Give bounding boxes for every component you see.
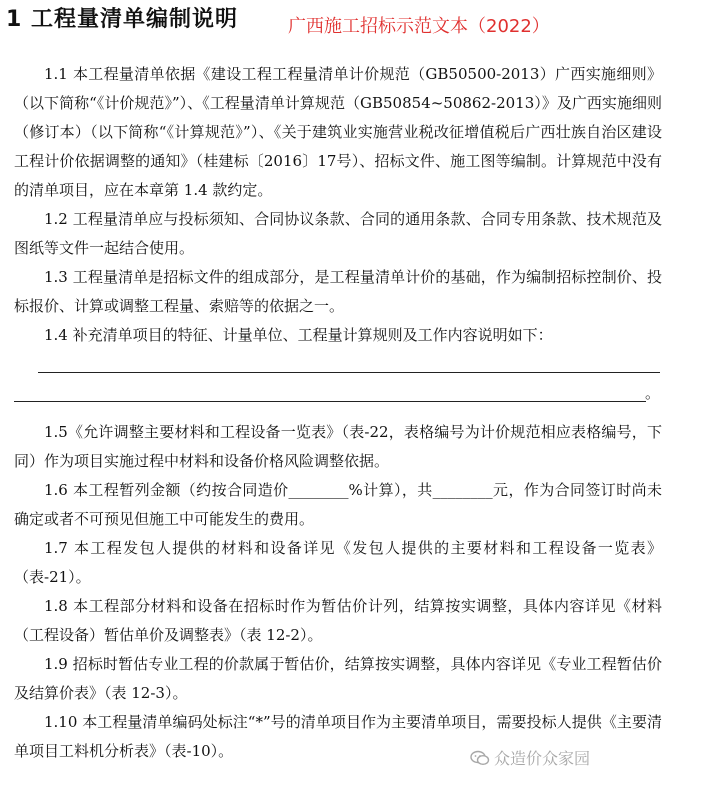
watermark-text: 众造价众家园 <box>494 749 591 768</box>
underline-rule <box>38 372 660 373</box>
wechat-logo-icon <box>470 750 490 766</box>
clause-1-8: 1.8 本工程部分材料和设备在招标时作为暂估价计列，结算按实调整，具体内容详见《材料（工程设备）暂估单价及调整表》（表 12-2）。 <box>14 597 662 644</box>
line-end-period: 。 <box>644 384 660 402</box>
fill-in-line-1 <box>14 350 662 379</box>
clause-1-4: 1.4 补充清单项目的特征、计量单位、工程量计算规则及工作内容说明如下： <box>44 326 553 344</box>
section-title: 1 工程量清单编制说明 <box>6 7 238 32</box>
clause-1-1: 1.1 本工程量清单依据《建设工程工程量清单计价规范（GB50500-2013）广西实施细则》（以下简称“《计价规范》”）、《工程量清单计算规范（GB50854~50862-2013）》及广西实施细则（修订本）（以下简称“《计算规范》”）、《关于建筑业实施营业税改征增值税后广西壮族自治区建设工程计价依据调整的通知》（桂建标〔2016〕17号）、招标文件、施工图等编制。计算规范中没有的清单项目，应在本章第 1.4 款约定。 <box>14 65 662 199</box>
document-subtitle: 广西施工招标示范文本（2022） <box>288 16 550 37</box>
underline-rule <box>14 401 646 402</box>
clause-1-2: 1.2 工程量清单应与投标须知、合同协议条款、合同的通用条款、合同专用条款、技术规范及图纸等文件一起结合使用。 <box>14 210 662 257</box>
fill-in-line-2 <box>14 379 662 408</box>
clause-1-10: 1.10 本工程量清单编码处标注“*”号的清单项目作为主要清单项目，需要投标人提供《主要清单项目工料机分析表》（表-10）。 <box>14 713 662 760</box>
clause-1-9: 1.9 招标时暂估专业工程的价款属于暂估价，结算按实调整，具体内容详见《专业工程暂估价及结算价表》（表 12-3）。 <box>14 655 662 702</box>
clause-1-5: 1.5《允许调整主要材料和工程设备一览表》（表-22，表格编号为计价规范相应表格编号，下同）作为项目实施过程中材料和设备价格风险调整依据。 <box>14 423 662 470</box>
clause-1-3: 1.3 工程量清单是招标文件的组成部分，是工程量清单计价的基础，作为编制招标控制价、投标报价、计算或调整工程量、索赔等的依据之一。 <box>14 268 662 315</box>
clause-1-7: 1.7 本工程发包人提供的材料和设备详见《发包人提供的主要材料和工程设备一览表》（表-21）。 <box>14 539 662 586</box>
clause-1-6: 1.6 本工程暂列金额（约按合同造价________%计算），共________元，作为合同签订时尚未确定或者不可预见但施工中可能发生的费用。 <box>14 481 662 528</box>
document-body <box>14 60 662 766</box>
watermark <box>470 746 590 769</box>
